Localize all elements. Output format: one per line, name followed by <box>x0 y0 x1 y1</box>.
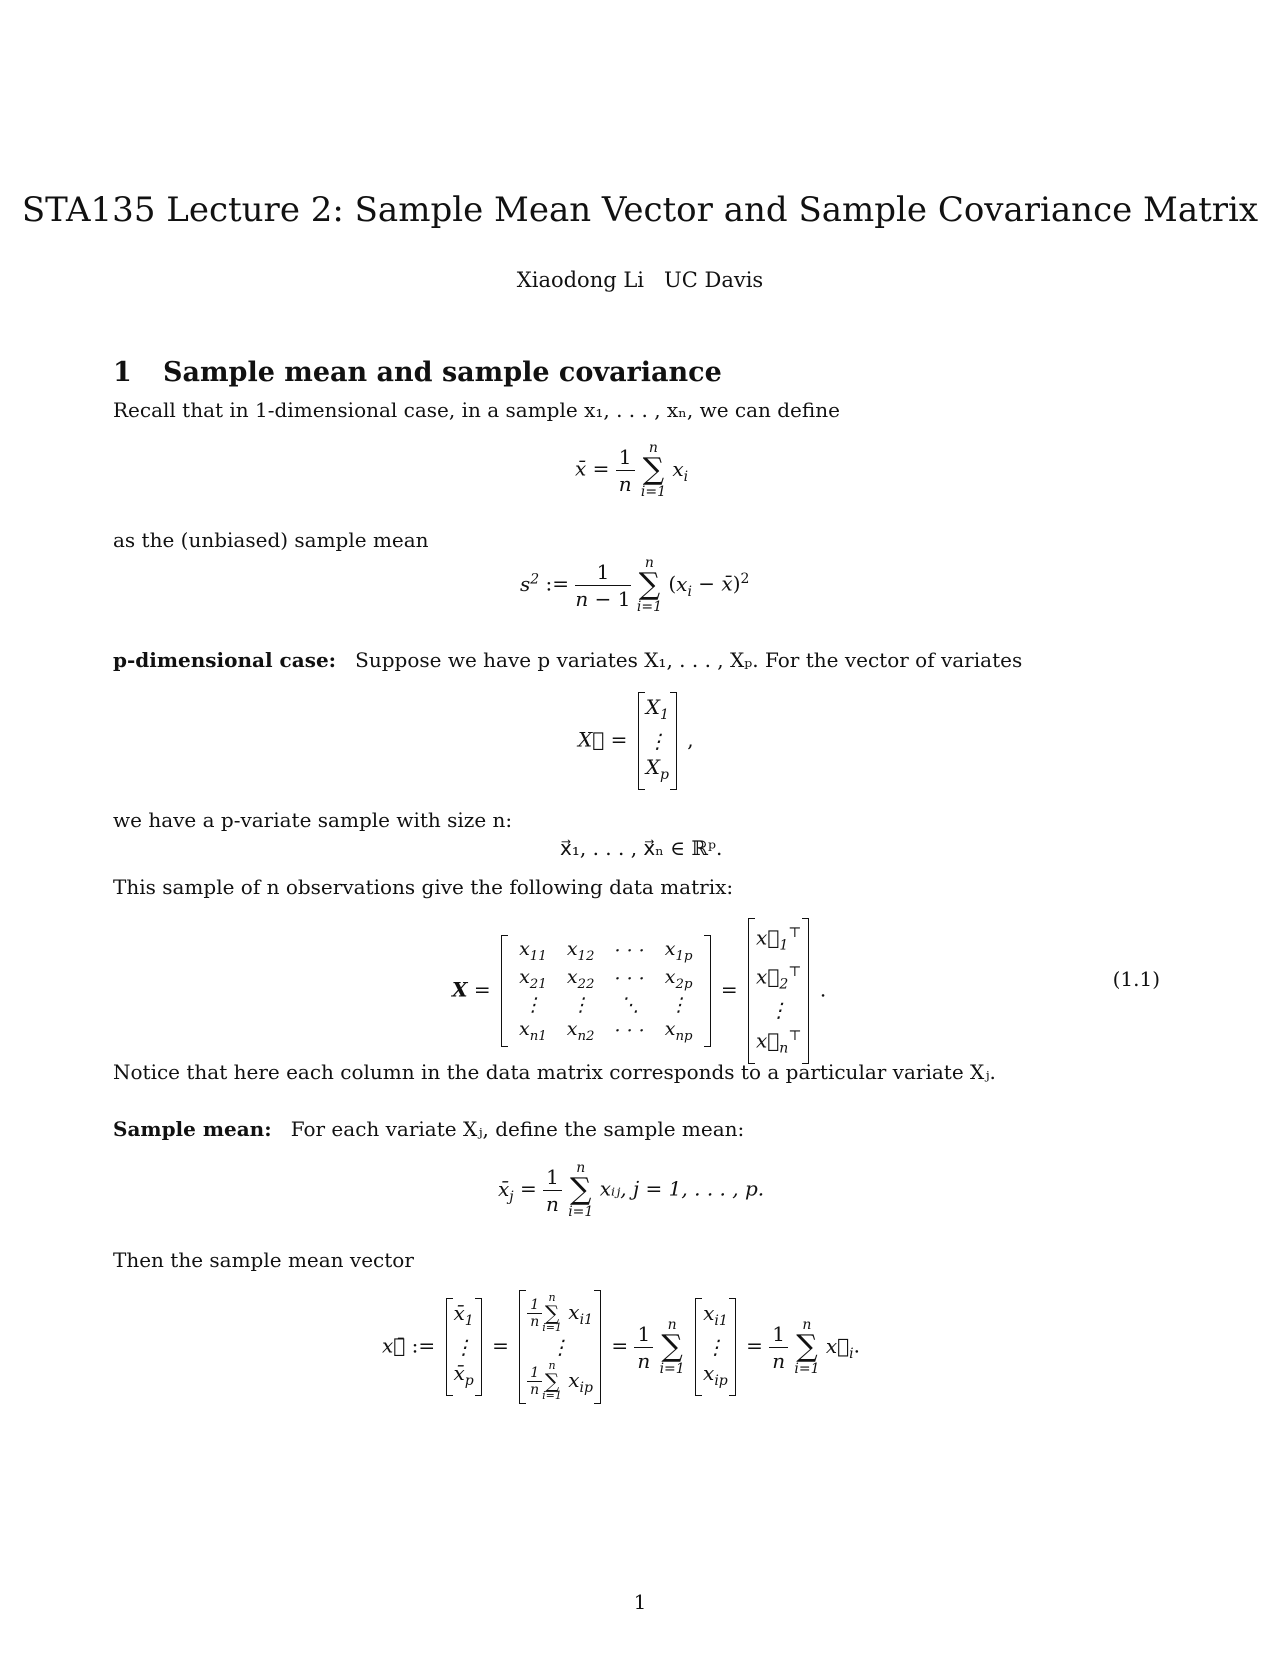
pdim-text: Suppose we have p variates X₁, . . . , Xₚ. For the vector of variates <box>355 648 1023 672</box>
author-affiliation: UC Davis <box>664 268 764 292</box>
equation-data-matrix: X = $x_{11}$ $x_{12}$ · · · $x_{1p}$ $x_{21}$ $x_{22}$ · · · $x_{2p}$ ⋮ ⋮ ⋱ ⋮ $x_{n1}$ $x_{n2}$ · · · $x_{np}$ = $x⃗_1^⊤$ $x⃗_2^⊤$ ⋮ $x⃗_n^⊤$ . <box>452 918 826 1064</box>
mean-vector-matrix: $x̄_1$ ⋮ $x̄_p$ <box>446 1298 482 1396</box>
paragraph-pdim <box>113 648 1022 672</box>
paragraph-mean-vector: Then the sample mean vector <box>113 1248 414 1272</box>
variate-vector-matrix: $X_1$ ⋮ $X_p$ <box>638 692 677 790</box>
paragraph-sample-size: we have a p-variate sample with size n: <box>113 808 513 832</box>
paragraph-unbiased: as the (unbiased) sample mean <box>113 528 429 552</box>
equation-variate-vector: X⃗ = $X_1$ ⋮ $X_p$ , <box>578 692 694 790</box>
equation-sample-set: x⃗₁, . . . , x⃗ₙ ∈ ℝᵖ. <box>560 836 723 860</box>
author-name: Xiaodong Li <box>516 268 645 292</box>
sample-mean-j-tail: xᵢⱼ, j = 1, . . . , p. <box>599 1176 765 1201</box>
pdim-label: p-dimensional case: <box>113 648 337 672</box>
author-line <box>0 268 1280 292</box>
paragraph-notice: Notice that here each column in the data matrix corresponds to a particular variate Xⱼ. <box>113 1060 996 1084</box>
observation-column-matrix: $x_{i1}$ ⋮ $x_{ip}$ <box>695 1298 736 1396</box>
sample-mean-label: Sample mean: <box>113 1117 272 1141</box>
mean-sum-matrix: $\frac{1}{n}$ n ∑ i=1 $x_{i1}$ ⋮ $\frac{1}{n}$ n ∑ i=1 $x_{ip}$ <box>519 1290 601 1404</box>
data-matrix: $x_{11}$ $x_{12}$ · · · $x_{1p}$ $x_{21}$ $x_{22}$ · · · $x_{2p}$ ⋮ ⋮ ⋱ ⋮ $x_{n1}$ $x_{n2}$ · · · $x_{np}$ <box>501 935 711 1046</box>
equation-number: (1.1) <box>1112 967 1160 991</box>
page-number: 1 <box>633 1590 647 1614</box>
paragraph-recall: Recall that in 1-dimensional case, in a sample x₁, . . . , xₙ, we can define <box>113 398 840 422</box>
equation-sample-variance-1d: $s^2$ := $\frac{1}{n - 1}$ n ∑ i=1 ($x_i$ − x̄)$^2$ <box>520 555 750 615</box>
equation-sample-mean-1d: x̄ = $\frac{1}{n}$ n ∑ i=1 $x_i$ <box>575 440 689 500</box>
page-title: STA135 Lecture 2: Sample Mean Vector and Sample Covariance Matrix <box>21 190 1259 230</box>
section-title: Sample mean and sample covariance <box>163 357 722 388</box>
paragraph-data-matrix: This sample of n observations give the following data matrix: <box>113 875 734 899</box>
equation-sample-mean-vector: x⃗̄ := $x̄_1$ ⋮ $x̄_p$ = $\frac{1}{n}$ n ∑ i=1 $x_{i1}$ ⋮ $\frac{1}{n}$ n ∑ i=1 $x_{ip}$ = $\frac{1}{n}$ n ∑ i=1 $x_{i1}$ ⋮ $x_{ip}$ = $\frac{1}{n}$ n ∑ i=1 $x⃗_i$. <box>382 1291 860 1402</box>
section-heading <box>113 357 722 388</box>
paragraph-sample-mean <box>113 1117 744 1141</box>
section-number: 1 <box>113 357 132 388</box>
sample-mean-text: For each variate Xⱼ, define the sample mean: <box>290 1117 745 1141</box>
row-vector-matrix: $x⃗_1^⊤$ $x⃗_2^⊤$ ⋮ $x⃗_n^⊤$ <box>748 918 809 1064</box>
equation-sample-mean-j: $x̄_j$ = $\frac{1}{n}$ n ∑ i=1 xᵢⱼ, j = 1, . . . , p. <box>498 1160 765 1220</box>
